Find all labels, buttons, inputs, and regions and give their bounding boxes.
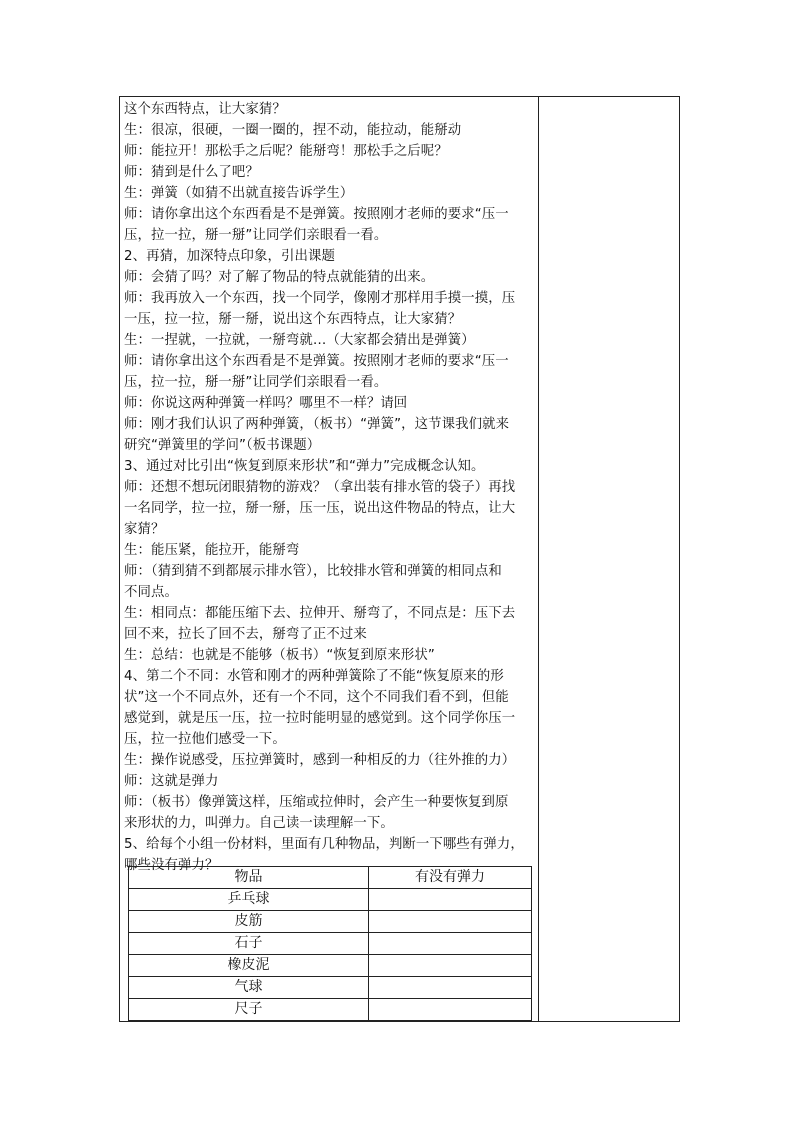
text-line: 生：一捏就，一拉就，一掰弯就…（大家都会猜出是弹簧） <box>124 333 475 348</box>
elasticity-cell <box>369 999 532 1021</box>
text-line: 师：这就是弹力 <box>124 774 219 789</box>
text-line: 师：（板书）像弹簧这样，压缩或拉伸时，会产生一种要恢复到原 <box>124 795 509 810</box>
text-line: 状”这一个不同点外，还有一个不同，这个不同我们看不到，但能 <box>124 690 509 705</box>
item-cell: 皮筋 <box>129 911 369 933</box>
text-line: 压，拉一拉他们感受一下。 <box>124 732 286 747</box>
item-cell: 乒乓球 <box>129 889 369 911</box>
text-line: 5、给每个小组一份材料，里面有几种物品，判断一下哪些有弹力， <box>124 837 524 852</box>
elasticity-cell <box>369 889 532 911</box>
header-elasticity: 有没有弹力 <box>369 867 532 889</box>
text-line: 一压，拉一拉，掰一掰，说出这个东西特点，让大家猜？ <box>124 312 462 327</box>
text-line: 师：刚才我们认识了两种弹簧，（板书）“弹簧”，这节课我们就来 <box>124 417 510 432</box>
text-line: 生：弹簧（如猜不出就直接告诉学生） <box>124 186 354 201</box>
table-row <box>129 999 532 1021</box>
text-line: 来形状的力，叫弹力。自己读一读理解一下。 <box>124 816 394 831</box>
table-row <box>129 977 532 999</box>
text-line: 师：我再放入一个东西，找一个同学，像刚才那样用手摸一摸，压 <box>124 291 516 306</box>
text-line: 压，拉一拉，掰一掰”让同学们亲眼看一看。 <box>124 228 388 243</box>
text-line: 师：请你拿出这个东西看是不是弹簧。按照刚才老师的要求“压一 <box>124 207 509 222</box>
text-line: 生：操作说感受，压拉弹簧时，感到一种相反的力（往外推的力） <box>124 753 516 768</box>
table-row <box>129 911 532 933</box>
text-line: 一名同学，拉一拉，掰一掰，压一压，说出这件物品的特点，让大 <box>124 501 516 516</box>
text-line: 4、第二个不同：水管和刚才的两种弹簧除了不能“恢复原来的形 <box>124 669 504 684</box>
text-line: 师：请你拿出这个东西看是不是弹簧。按照刚才老师的要求“压一 <box>124 354 509 369</box>
lesson-text <box>124 99 534 876</box>
item-cell: 气球 <box>129 977 369 999</box>
text-line: 师：还想不想玩闭眼猜物的游戏？（拿出装有排水管的袋子）再找 <box>124 480 516 495</box>
text-line: 回不来，拉长了回不去，掰弯了正不过来 <box>124 627 367 642</box>
text-line: 哪些没有弹力？ <box>124 858 219 873</box>
text-line: 师：会猜了吗？对了解了物品的特点就能猜的出来。 <box>124 270 435 285</box>
text-line: 研究“弹簧里的学问”（板书课题） <box>124 438 321 453</box>
elasticity-cell <box>369 911 532 933</box>
table-row <box>129 889 532 911</box>
elasticity-cell <box>369 977 532 999</box>
text-line: 家猜？ <box>124 522 165 537</box>
column-divider <box>538 97 539 1021</box>
text-line: 师：猜到是什么了吧？ <box>124 165 259 180</box>
text-line: 3、通过对比引出“恢复到原来形状”和“弹力”完成概念认知。 <box>124 459 485 474</box>
text-line: 压，拉一拉，掰一掰”让同学们亲眼看一看。 <box>124 375 388 390</box>
table-row <box>129 933 532 955</box>
text-line: 生：相同点：都能压缩下去、拉伸开、掰弯了，不同点是：压下去 <box>124 606 516 621</box>
item-cell: 石子 <box>129 933 369 955</box>
lesson-table <box>119 96 680 1022</box>
item-cell: 尺子 <box>129 999 369 1021</box>
text-line: 师：你说这两种弹簧一样吗？哪里不一样？请回 <box>124 396 408 411</box>
materials-table <box>128 866 532 1021</box>
text-line: 师：能拉开！那松手之后呢？能掰弯！那松手之后呢？ <box>124 144 448 159</box>
elasticity-cell <box>369 955 532 977</box>
text-line: 师：（猜到猜不到都展示排水管），比较排水管和弹簧的相同点和 <box>124 564 502 579</box>
table-row <box>129 955 532 977</box>
item-cell: 橡皮泥 <box>129 955 369 977</box>
text-line: 不同点。 <box>124 585 178 600</box>
text-line: 生：总结：也就是不能够（板书）“恢复到原来形状” <box>124 648 435 663</box>
materials-header-row <box>129 867 532 889</box>
text-line: 感觉到，就是压一压，拉一拉时能明显的感觉到。这个同学你压一 <box>124 711 516 726</box>
text-line: 这个东西特点，让大家猜？ <box>124 102 286 117</box>
header-item: 物品 <box>129 867 369 889</box>
elasticity-cell <box>369 933 532 955</box>
text-line: 2、再猜，加深特点印象，引出课题 <box>124 249 335 264</box>
text-line: 生：很凉，很硬，一圈一圈的，捏不动，能拉动，能掰动 <box>124 123 462 138</box>
text-line: 生：能压紧，能拉开，能掰弯 <box>124 543 300 558</box>
